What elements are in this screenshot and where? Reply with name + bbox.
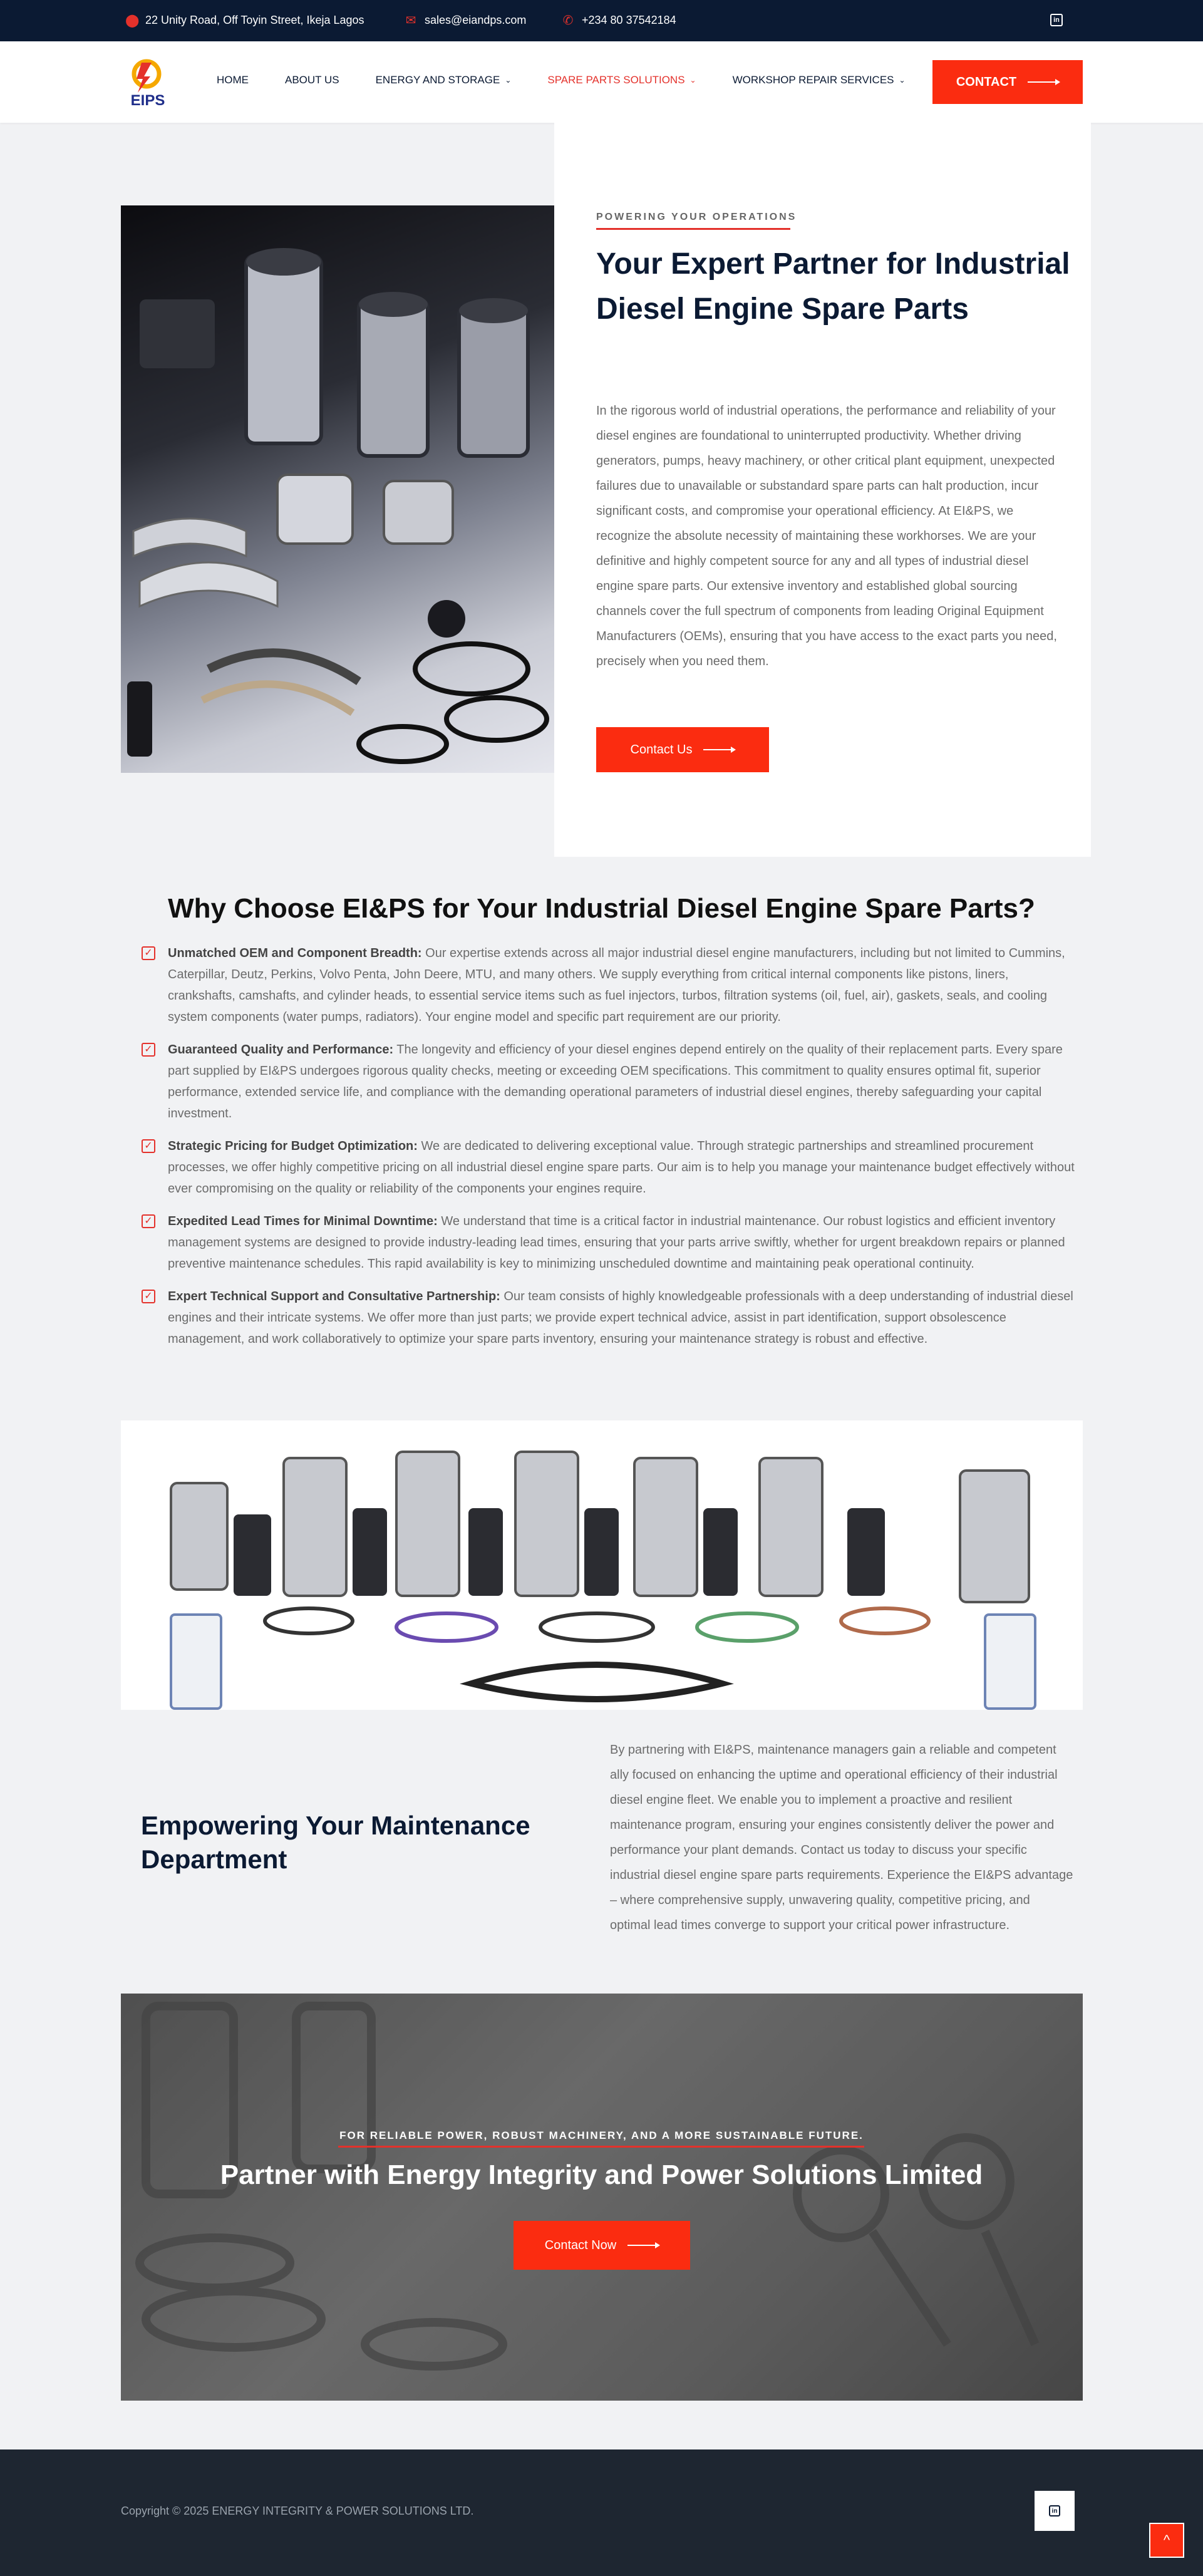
cta-banner bbox=[121, 1994, 1083, 2401]
logo-text: EIPS bbox=[130, 92, 165, 109]
nav-label: SPARE PARTS SOLUTIONS bbox=[547, 74, 685, 86]
phone-link[interactable]: +234 80 37542184 bbox=[582, 14, 676, 26]
list-item bbox=[142, 1286, 1075, 1350]
kicker-underline bbox=[596, 228, 790, 230]
contact-now-label: Contact Now bbox=[544, 2238, 617, 2252]
contact-now-button[interactable] bbox=[514, 2221, 690, 2270]
nav-label: ENERGY AND STORAGE bbox=[375, 74, 500, 86]
chevron-up-icon: ^ bbox=[1163, 2532, 1170, 2548]
list-item bbox=[142, 1135, 1075, 1199]
empower-title: Empowering Your Maintenance Department bbox=[141, 1811, 530, 1874]
why-heading: Guaranteed Quality and Performance: bbox=[168, 1043, 394, 1057]
map-pin-icon: ⬤ bbox=[125, 14, 140, 28]
engine-parts-image bbox=[121, 205, 554, 773]
why-title: Why Choose EI&PS for Your Industrial Diesel Engine Spare Parts? bbox=[168, 893, 1035, 924]
banner-kicker: FOR RELIABLE POWER, ROBUST MACHINERY, AND A MORE SUSTAINABLE FUTURE. bbox=[339, 2129, 864, 2141]
top-bar bbox=[0, 0, 1203, 41]
arrow-right-icon bbox=[703, 749, 735, 750]
main-nav bbox=[217, 74, 942, 86]
email-link[interactable]: sales@eiandps.com bbox=[425, 14, 527, 26]
checkbox-icon: ✓ bbox=[142, 1139, 155, 1153]
why-list bbox=[142, 943, 1075, 1361]
linkedin-icon[interactable]: in bbox=[1050, 14, 1063, 26]
nav-label: WORKSHOP REPAIR SERVICES bbox=[732, 74, 894, 86]
nav-workshop-repair-services[interactable] bbox=[733, 74, 906, 86]
nav-energy-and-storage[interactable] bbox=[376, 74, 512, 86]
nav-home[interactable] bbox=[217, 74, 249, 86]
checkbox-icon: ✓ bbox=[142, 946, 155, 960]
chevron-down-icon: ⌄ bbox=[689, 76, 696, 85]
phone-icon: ✆ bbox=[562, 14, 574, 28]
checkbox-icon: ✓ bbox=[142, 1290, 155, 1303]
phone-info[interactable] bbox=[562, 13, 676, 28]
why-heading: Strategic Pricing for Budget Optimization: bbox=[168, 1139, 418, 1153]
hero-kicker: POWERING YOUR OPERATIONS bbox=[596, 212, 797, 222]
list-item bbox=[142, 943, 1075, 1028]
hero-contact-button[interactable] bbox=[596, 727, 769, 772]
nav-about-us[interactable] bbox=[285, 74, 339, 86]
why-text: Our team consists of highly knowledgeable professionals with a deep understanding of industrial diesel engines and their intricate systems. We offer more than just parts; we provide expert technical advice, assist in part identification, support obsolescence management, and work collaboratively to optimize your spare parts inventory, ensuring your maintenance strategy is robust and effective. bbox=[168, 1290, 1073, 1346]
chevron-down-icon: ⌄ bbox=[505, 76, 512, 85]
contact-button[interactable] bbox=[932, 60, 1083, 104]
arrow-right-icon bbox=[1028, 81, 1059, 83]
hero-title: Your Expert Partner for Industrial Diesel Engine Spare Parts bbox=[596, 247, 1070, 326]
email-info[interactable] bbox=[405, 13, 526, 28]
parts-kit-image bbox=[121, 1420, 1083, 1710]
company-logo[interactable] bbox=[123, 55, 173, 109]
chevron-down-icon: ⌄ bbox=[899, 76, 906, 85]
empower-body: By partnering with EI&PS, maintenance managers gain a reliable and competent ally focused on enhancing the uptime and operational efficiency of their industrial diesel engine fleet. We enable you to implement a proactive and resilient maintenance program, ensuring your engines consistently deliver the power and performance your plant demands. Contact us today to discuss your specific industrial diesel engine spare parts requirements. Experience the EI&PS advantage – where comprehensive supply, unwavering quality, competitive pricing, and optimal lead times converge to support your critical power infrastructure. bbox=[610, 1743, 1073, 1932]
banner-title: Partner with Energy Integrity and Power Solutions Limited bbox=[220, 2160, 983, 2190]
hero-body: In the rigorous world of industrial operations, the performance and reliability of your diesel engines are foundational to uninterrupted productivity. Whether driving generators, pumps, heavy machinery, or other critical plant equipment, unexpected failures due to unavailable or substandard spare parts can halt production, incur significant costs, and compromise your operational efficiency. At EI&PS, we recognize the absolute necessity of maintaining these workhorses. We are your definitive and highly competent source for any and all types of industrial diesel engine spare parts. Our extensive inventory and established global sourcing channels cover the full spectrum of components from leading Original Equipment Manufacturers (OEMs), ensuring that you have access to the exact parts you need, precisely when you need them. bbox=[596, 404, 1057, 668]
list-item bbox=[142, 1211, 1075, 1275]
copyright-text: Copyright © 2025 ENERGY INTEGRITY & POWER SOLUTIONS LTD. bbox=[121, 2505, 474, 2517]
banner-underline bbox=[338, 2146, 864, 2148]
why-text: We understand that time is a critical factor in industrial maintenance. Our robust logistics and efficient inventory management systems are designed to provide industry-leading lead times, ensuring that your parts arrive swiftly, whether for urgent breakdown repairs or planned preventive maintenance schedules. This rapid availability is key to minimizing unscheduled downtime and maintaining peak operational continuity. bbox=[168, 1214, 1065, 1271]
why-text: Our expertise extends across all major industrial diesel engine manufacturers, including but not limited to Cummins, Caterpillar, Deutz, Perkins, Volvo Penta, John Deere, MTU, and many others. We supply everything from critical internal components like pistons, liners, crankshafts, camshafts, and cylinder heads, to essential service items such as fuel injectors, turbos, filtration systems (oil, fuel, air), gaskets, seals, and cooling system components (water pumps, radiators). Your engine model and specific part requirement are our priority. bbox=[168, 946, 1065, 1024]
address-info bbox=[125, 13, 364, 28]
envelope-icon: ✉ bbox=[405, 14, 416, 28]
nav-label: HOME bbox=[217, 74, 249, 86]
back-to-top-button[interactable] bbox=[1149, 2523, 1184, 2558]
why-heading: Expedited Lead Times for Minimal Downtime: bbox=[168, 1214, 438, 1228]
list-item bbox=[142, 1039, 1075, 1124]
contact-button-label: CONTACT bbox=[956, 75, 1017, 89]
nav-spare-parts-solutions[interactable] bbox=[547, 74, 696, 86]
why-heading: Expert Technical Support and Consultative Partnership: bbox=[168, 1290, 500, 1303]
nav-label: ABOUT US bbox=[285, 74, 339, 86]
linkedin-button[interactable] bbox=[1035, 2491, 1075, 2531]
address-text: 22 Unity Road, Off Toyin Street, Ikeja Lagos bbox=[145, 14, 364, 26]
site-header bbox=[0, 41, 1203, 123]
checkbox-icon: ✓ bbox=[142, 1214, 155, 1228]
checkbox-icon: ✓ bbox=[142, 1043, 155, 1057]
why-text: We are dedicated to delivering exceptional value. Through strategic partnerships and streamlined procurement processes, we offer highly competitive pricing on all industrial diesel engine spare parts. Our aim is to help you manage your maintenance budget effectively without ever compromising on the quality or reliability of the components your engines require. bbox=[168, 1139, 1075, 1196]
why-text: The longevity and efficiency of your diesel engines depend entirely on the quality of their replacement parts. Every spare part supplied by EI&PS undergoes rigorous quality checks, meeting or exceeding OEM specifications. This commitment to quality ensures optimal fit, superior performance, extended service life, and compliance with the demanding operational parameters of industrial diesel engines, thereby safeguarding your capital investment. bbox=[168, 1043, 1063, 1120]
linkedin-icon: in bbox=[1049, 2505, 1060, 2517]
hero-button-label: Contact Us bbox=[630, 742, 693, 757]
why-heading: Unmatched OEM and Component Breadth: bbox=[168, 946, 422, 960]
arrow-right-icon bbox=[627, 2245, 659, 2246]
